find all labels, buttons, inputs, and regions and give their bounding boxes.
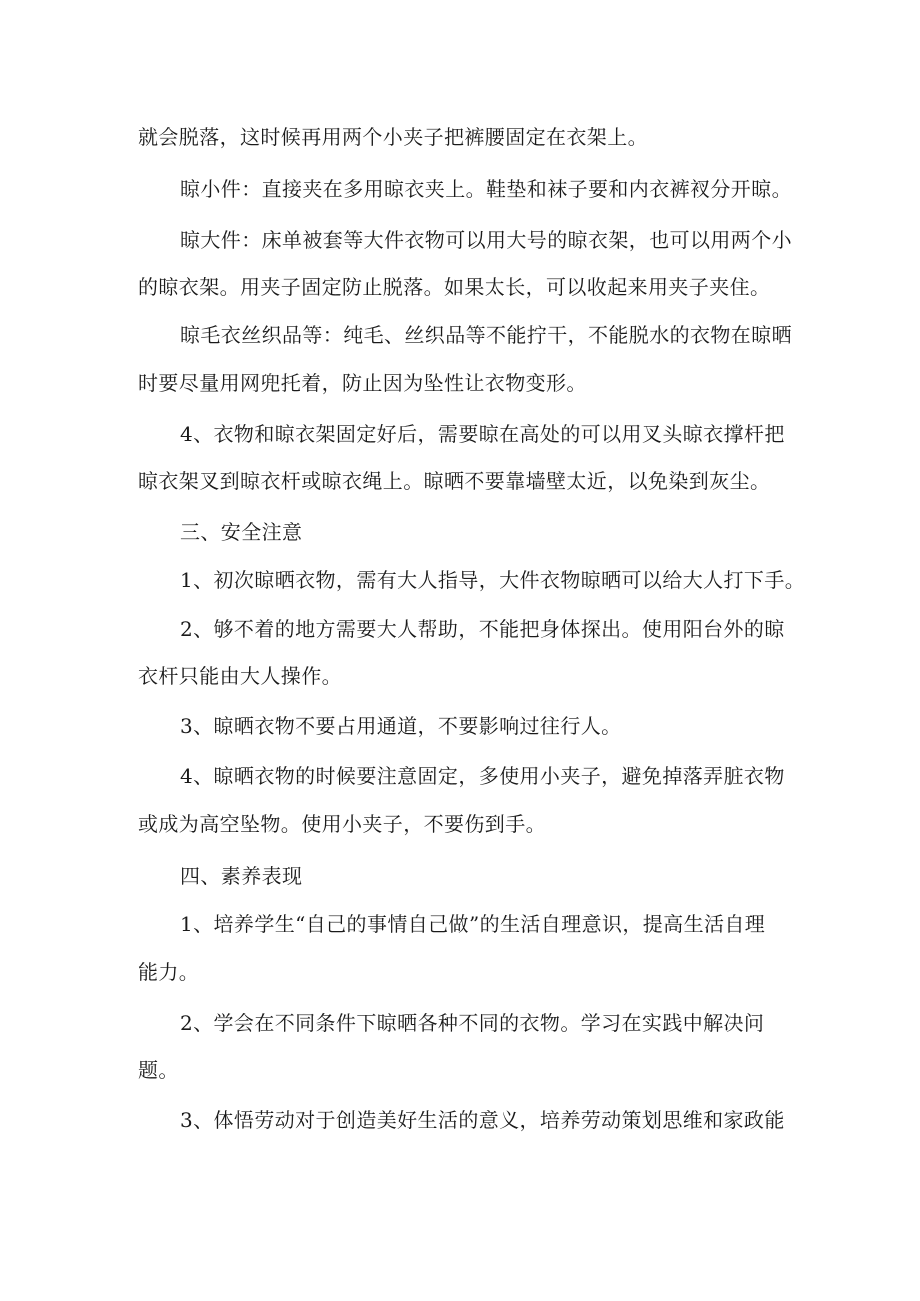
paragraph-line: 时要尽量用网兜托着，防止因为坠性让衣物变形。 xyxy=(138,371,587,395)
paragraph-line: 的晾衣架。用夹子固定防止脱落。如果太长，可以收起来用夹子夹住。 xyxy=(138,275,771,299)
paragraph-line: 2、够不着的地方需要大人帮助，不能把身体探出。使用阳台外的晾 xyxy=(180,617,785,641)
paragraph-line: 或成为高空坠物。使用小夹子，不要伤到手。 xyxy=(138,812,546,836)
paragraph-line: 3、晾晒衣物不要占用通道，不要影响过往行人。 xyxy=(180,714,622,738)
paragraph-line: 晾毛衣丝织品等：纯毛、丝织品等不能拧干，不能脱水的衣物在晾晒 xyxy=(180,323,792,347)
paragraph-line: 1、初次晾晒衣物，需有大人指导，大件衣物晾晒可以给大人打下手。 xyxy=(180,568,806,592)
paragraph-line: 衣杆只能由大人操作。 xyxy=(138,664,342,688)
paragraph-line: 2、学会在不同条件下晾晒各种不同的衣物。学习在实践中解决问 xyxy=(180,1011,765,1035)
paragraph-line: 3、体悟劳动对于创造美好生活的意义，培养劳动策划思维和家政能 xyxy=(180,1108,785,1132)
section-heading: 三、安全注意 xyxy=(180,520,303,544)
paragraph-line: 晾衣架叉到晾衣杆或晾衣绳上。晾晒不要靠墙壁太近，以免染到灰尘。 xyxy=(138,469,771,493)
paragraph-line: 就会脱落，这时候再用两个小夹子把裤腰固定在衣架上。 xyxy=(138,125,648,149)
paragraph-line: 1、培养学生“自己的事情自己做”的生活自理意识，提高生活自理 xyxy=(180,912,766,936)
paragraph-line: 4、晾晒衣物的时候要注意固定，多使用小夹子，避免掉落弄脏衣物 xyxy=(180,764,785,788)
paragraph-line: 4、衣物和晾衣架固定好后，需要晾在高处的可以用叉头晾衣撑杆把 xyxy=(180,422,785,446)
paragraph-line: 能力。 xyxy=(138,960,200,984)
section-heading: 四、素养表现 xyxy=(180,864,303,888)
paragraph-line: 题。 xyxy=(138,1058,179,1082)
paragraph-line: 晾小件：直接夹在多用晾衣夹上。鞋垫和袜子要和内衣裤衩分开晾。 xyxy=(180,177,792,201)
paragraph-line: 晾大件：床单被套等大件衣物可以用大号的晾衣架，也可以用两个小 xyxy=(180,228,792,252)
